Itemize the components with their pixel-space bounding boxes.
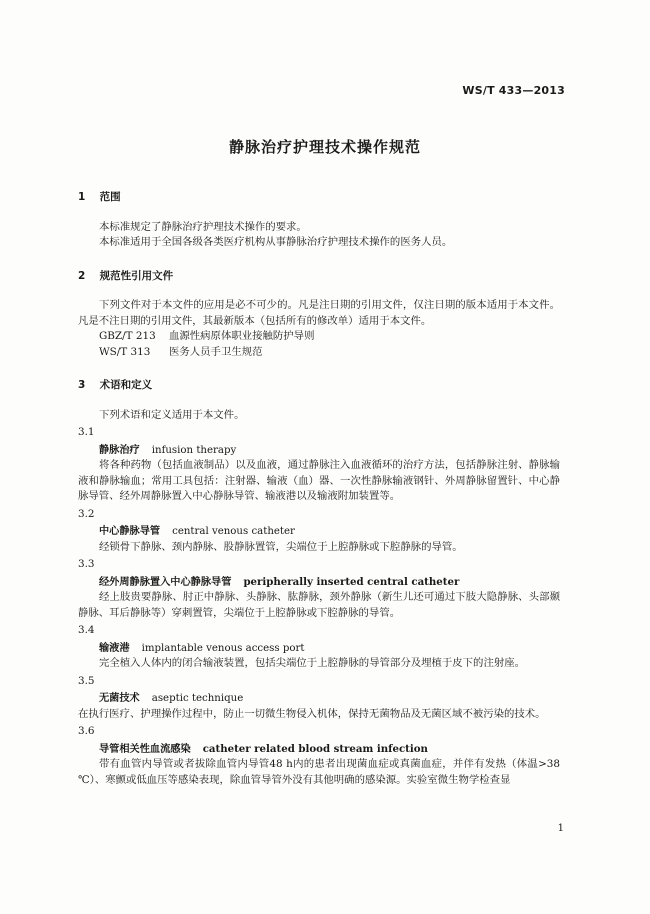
- document-title: 静脉治疗护理技术操作规范: [228, 138, 421, 156]
- term-number: 3.6: [78, 725, 95, 737]
- term-heading: [78, 443, 560, 459]
- paragraph: 本标准适用于全国各级各类医疗机构从事静脉治疗护理技术操作的医务人员。: [99, 236, 453, 248]
- term-definition: 经上肢贵要静脉、肘正中静脉、头静脉、肱静脉，颈外静脉（新生儿还可通过下肢大隐静脉、头部颞静脉、耳后静脉等）穿刺置管，尖端位于上腔静脉或下腔静脉的导管。: [78, 591, 560, 619]
- term-zh: 输液港: [99, 642, 130, 654]
- term-zh: 静脉治疗: [99, 444, 140, 456]
- term-number: 3.1: [78, 426, 95, 438]
- term-definition: 带有血管内导管或者拔除血管内导管48 h内的患者出现菌血症或真菌血症，并伴有发热（体温>38 ℃）、寒颤或低血压等感染表现，除血管导管外没有其他明确的感染源。实验室微生物学检查显: [78, 758, 560, 786]
- reference-code: WS/T 313: [99, 345, 151, 358]
- term-en: catheter related blood stream infection: [202, 742, 428, 755]
- standard-number: WS/T 433—2013: [462, 84, 565, 97]
- term-number: 3.5: [78, 674, 95, 687]
- term-zh: 无菌技术: [99, 693, 140, 704]
- section-heading-3: [78, 378, 560, 394]
- paragraph: 下列术语和定义适用于本文件。: [99, 408, 245, 421]
- term-en: implantable venous access port: [141, 642, 305, 654]
- term-heading: [78, 641, 560, 657]
- term-en: peripherally inserted central catheter: [243, 575, 460, 588]
- normative-reference: [78, 329, 560, 345]
- term-definition: 在执行医疗、护理操作过程中，防止一切微生物侵入机体，保持无菌物品及无菌区域不被污染的技术。: [78, 707, 546, 720]
- section-title: 范围: [99, 191, 121, 203]
- term-heading: [78, 575, 560, 591]
- section-number: 1: [78, 191, 86, 203]
- section-number: 3: [78, 379, 86, 391]
- term-definition: 将各种药物（包括血液制品）以及血液，通过静脉注入血液循环的治疗方法，包括静脉注射、静脉输液和静脉输血；常用工具包括：注射器、输液（血）器、一次性静脉输液钢针、外周静脉留置针、中心静脉导管、经外周静脉置入中心静脉导管、输液港以及输液附加装置等。: [78, 459, 560, 502]
- page-number: 1: [557, 823, 564, 834]
- section-heading-2: [78, 269, 560, 285]
- paragraph: 本标准规定了静脉治疗护理技术操作的要求。: [99, 220, 307, 233]
- term-heading: [78, 691, 560, 707]
- term-en: central venous catheter: [172, 526, 295, 537]
- reference-title: 血源性病原体职业接触防护导则: [169, 330, 315, 342]
- reference-code: GBZ/T 213: [99, 330, 156, 342]
- term-number: 3.4: [78, 624, 95, 636]
- term-zh: 经外周静脉置入中心静脉导管: [99, 576, 232, 588]
- term-number: 3.2: [78, 507, 95, 520]
- term-number: 3.3: [78, 558, 95, 570]
- section-number: 2: [78, 269, 86, 282]
- normative-reference: [78, 345, 560, 361]
- paragraph: 下列文件对于本文件的应用是必不可少的。凡是注日期的引用文件，仅注日期的版本适用于本文件。凡是不注日期的引用文件，其最新版本（包括所有的修改单）适用于本文件。: [78, 299, 560, 327]
- document-body: [78, 190, 560, 788]
- term-heading: [78, 742, 560, 758]
- term-heading: [78, 524, 560, 540]
- section-title: 术语和定义: [99, 379, 153, 391]
- term-zh: 导管相关性血流感染: [99, 743, 191, 755]
- reference-title: 医务人员手卫生规范: [169, 345, 263, 358]
- term-en: infusion therapy: [151, 444, 237, 456]
- term-zh: 中心静脉导管: [99, 526, 161, 537]
- term-en: aseptic technique: [151, 693, 244, 704]
- term-definition: 完全植入人体内的闭合输液装置，包括尖端位于上腔静脉的导管部分及埋植于皮下的注射座。: [99, 657, 526, 669]
- section-heading-1: [78, 190, 560, 206]
- section-title: 规范性引用文件: [99, 269, 174, 282]
- term-definition: 经锁骨下静脉、颈内静脉、股静脉置管，尖端位于上腔静脉或下腔静脉的导管。: [99, 540, 463, 553]
